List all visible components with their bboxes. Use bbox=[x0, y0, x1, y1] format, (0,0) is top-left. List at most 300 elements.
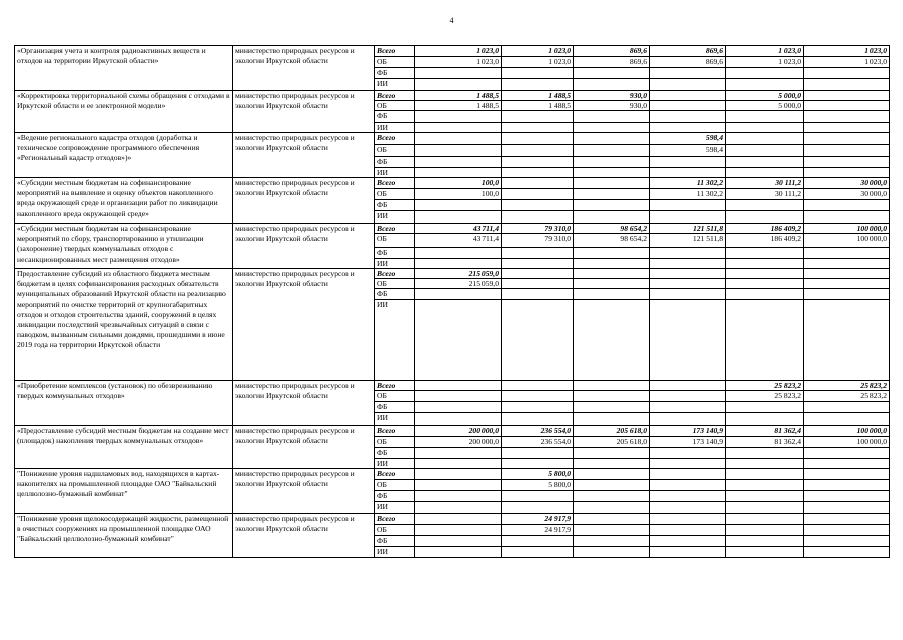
table-row bbox=[15, 46, 890, 57]
funding-source: ОБ bbox=[375, 391, 415, 402]
amount-cell bbox=[804, 168, 890, 178]
amount-cell: 1 023,0 bbox=[415, 57, 502, 68]
amount-cell: 5 000,0 bbox=[726, 91, 804, 101]
amount-cell bbox=[415, 168, 502, 178]
amount-cell: 24 917,9 bbox=[502, 514, 574, 525]
amount-cell: 100 000,0 bbox=[804, 234, 890, 248]
amount-cell bbox=[804, 448, 890, 459]
measure-description: «Корректировка территориальной схемы обращения с отходами в Иркутской области и ее электронной модели» bbox=[15, 91, 233, 133]
amount-cell bbox=[502, 145, 574, 157]
amount-cell bbox=[502, 111, 574, 123]
amount-cell bbox=[502, 189, 574, 200]
table-row bbox=[15, 469, 890, 480]
funding-source: ОБ bbox=[375, 525, 415, 536]
amount-cell bbox=[502, 547, 574, 558]
amount-cell bbox=[574, 123, 650, 133]
amount-cell bbox=[726, 157, 804, 168]
amount-cell bbox=[574, 111, 650, 123]
amount-cell bbox=[650, 469, 726, 480]
amount-cell: 1 488,5 bbox=[415, 91, 502, 101]
amount-cell bbox=[502, 211, 574, 224]
amount-cell bbox=[502, 459, 574, 469]
amount-cell bbox=[726, 133, 804, 145]
amount-cell bbox=[502, 391, 574, 402]
amount-cell: 100 000,0 bbox=[804, 437, 890, 448]
amount-cell: 30 000,0 bbox=[804, 189, 890, 200]
amount-cell: 173 140,9 bbox=[650, 437, 726, 448]
amount-cell: 205 618,0 bbox=[574, 437, 650, 448]
measure-description: "Понижение уровня щелокосодержащей жидкости, размещенной в очистных сооружениях на промышленной площадке ОАО "Байкальский целлюлозно-бумажный комбинат" bbox=[15, 514, 233, 558]
funding-source: Всего bbox=[375, 469, 415, 480]
amount-cell bbox=[650, 79, 726, 91]
amount-cell bbox=[574, 248, 650, 259]
funding-source: ИИ bbox=[375, 300, 415, 381]
amount-cell: 25 823,2 bbox=[726, 381, 804, 391]
amount-cell bbox=[415, 391, 502, 402]
amount-cell bbox=[804, 279, 890, 289]
amount-cell bbox=[804, 123, 890, 133]
amount-cell bbox=[574, 157, 650, 168]
amount-cell bbox=[804, 91, 890, 101]
amount-cell bbox=[502, 502, 574, 514]
measure-description: «Субсидии местным бюджетам на софинансирование мероприятий на выявление и оценку объектов накопленного вреда окружающей среде и организации работ по ликвидации накопленного вреда окружающей среде» bbox=[15, 178, 233, 224]
amount-cell: 1 023,0 bbox=[804, 57, 890, 68]
amount-cell bbox=[726, 514, 804, 525]
amount-cell bbox=[502, 168, 574, 178]
amount-cell bbox=[726, 168, 804, 178]
amount-cell bbox=[574, 525, 650, 536]
amount-cell bbox=[415, 259, 502, 269]
amount-cell bbox=[574, 211, 650, 224]
amount-cell bbox=[726, 402, 804, 413]
amount-cell bbox=[804, 269, 890, 279]
funding-source: Всего bbox=[375, 269, 415, 279]
amount-cell bbox=[574, 289, 650, 300]
amount-cell bbox=[574, 413, 650, 426]
amount-cell: 30 111,2 bbox=[726, 178, 804, 189]
amount-cell bbox=[574, 391, 650, 402]
amount-cell bbox=[804, 248, 890, 259]
amount-cell bbox=[804, 200, 890, 211]
funding-source: ФБ bbox=[375, 157, 415, 168]
amount-cell: 598,4 bbox=[650, 133, 726, 145]
amount-cell bbox=[804, 491, 890, 502]
amount-cell: 79 310,0 bbox=[502, 234, 574, 248]
funding-source: ФБ bbox=[375, 248, 415, 259]
amount-cell bbox=[502, 68, 574, 79]
amount-cell bbox=[804, 547, 890, 558]
amount-cell: 98 654,2 bbox=[574, 234, 650, 248]
amount-cell bbox=[804, 402, 890, 413]
amount-cell bbox=[726, 211, 804, 224]
amount-cell bbox=[804, 525, 890, 536]
amount-cell bbox=[650, 300, 726, 381]
amount-cell bbox=[650, 200, 726, 211]
amount-cell bbox=[650, 480, 726, 491]
amount-cell bbox=[415, 469, 502, 480]
amount-cell bbox=[804, 79, 890, 91]
amount-cell bbox=[650, 168, 726, 178]
funding-source: ОБ bbox=[375, 437, 415, 448]
amount-cell bbox=[502, 178, 574, 189]
amount-cell bbox=[415, 502, 502, 514]
amount-cell bbox=[502, 300, 574, 381]
amount-cell bbox=[415, 211, 502, 224]
amount-cell: 173 140,9 bbox=[650, 426, 726, 437]
amount-cell: 1 023,0 bbox=[415, 46, 502, 57]
amount-cell bbox=[804, 157, 890, 168]
table-row bbox=[15, 133, 890, 145]
amount-cell bbox=[650, 279, 726, 289]
amount-cell bbox=[804, 502, 890, 514]
amount-cell: 11 302,2 bbox=[650, 189, 726, 200]
amount-cell bbox=[415, 79, 502, 91]
amount-cell: 121 511,8 bbox=[650, 224, 726, 234]
funding-source: ФБ bbox=[375, 111, 415, 123]
responsible-organization: министерство природных ресурсов и экологии Иркутской области bbox=[233, 224, 375, 269]
amount-cell bbox=[502, 413, 574, 426]
amount-cell bbox=[574, 448, 650, 459]
amount-cell: 1 023,0 bbox=[502, 57, 574, 68]
amount-cell bbox=[415, 459, 502, 469]
amount-cell bbox=[415, 200, 502, 211]
amount-cell bbox=[574, 269, 650, 279]
amount-cell: 11 302,2 bbox=[650, 178, 726, 189]
funding-source: Всего bbox=[375, 381, 415, 391]
amount-cell: 100 000,0 bbox=[804, 224, 890, 234]
measure-description: «Субсидии местным бюджетам на софинансирование мероприятий по сбору, транспортированию и утилизации (захоронение) твердых коммунальных отходов с несанкционированных мест размещения отходов» bbox=[15, 224, 233, 269]
funding-source: Всего bbox=[375, 426, 415, 437]
responsible-organization: министерство природных ресурсов и экологии Иркутской области bbox=[233, 133, 375, 178]
amount-cell bbox=[415, 491, 502, 502]
amount-cell bbox=[804, 111, 890, 123]
responsible-organization: министерство природных ресурсов и экологии Иркутской области bbox=[233, 269, 375, 381]
amount-cell bbox=[574, 168, 650, 178]
amount-cell bbox=[650, 448, 726, 459]
amount-cell bbox=[726, 200, 804, 211]
responsible-organization: министерство природных ресурсов и экологии Иркутской области bbox=[233, 426, 375, 469]
table-row bbox=[15, 91, 890, 101]
funding-source: ФБ bbox=[375, 491, 415, 502]
amount-cell bbox=[415, 68, 502, 79]
amount-cell: 869,6 bbox=[650, 46, 726, 57]
amount-cell: 869,6 bbox=[574, 46, 650, 57]
amount-cell bbox=[574, 502, 650, 514]
amount-cell bbox=[726, 279, 804, 289]
responsible-organization: министерство природных ресурсов и экологии Иркутской области bbox=[233, 514, 375, 558]
amount-cell bbox=[804, 300, 890, 381]
funding-source: ФБ bbox=[375, 448, 415, 459]
funding-source: ИИ bbox=[375, 547, 415, 558]
amount-cell bbox=[650, 111, 726, 123]
funding-source: ФБ bbox=[375, 536, 415, 547]
funding-source: ИИ bbox=[375, 502, 415, 514]
amount-cell: 100 000,0 bbox=[804, 426, 890, 437]
amount-cell bbox=[804, 133, 890, 145]
table-row bbox=[15, 224, 890, 234]
amount-cell bbox=[574, 459, 650, 469]
funding-source: ИИ bbox=[375, 459, 415, 469]
amount-cell bbox=[726, 269, 804, 279]
amount-cell: 186 409,2 bbox=[726, 224, 804, 234]
amount-cell: 24 917,9 bbox=[502, 525, 574, 536]
funding-source: ФБ bbox=[375, 200, 415, 211]
amount-cell bbox=[726, 480, 804, 491]
amount-cell bbox=[726, 145, 804, 157]
amount-cell bbox=[502, 448, 574, 459]
amount-cell bbox=[650, 402, 726, 413]
amount-cell bbox=[574, 79, 650, 91]
amount-cell bbox=[804, 469, 890, 480]
amount-cell bbox=[650, 91, 726, 101]
amount-cell bbox=[415, 448, 502, 459]
responsible-organization: министерство природных ресурсов и экологии Иркутской области bbox=[233, 91, 375, 133]
amount-cell bbox=[726, 491, 804, 502]
funding-source: ФБ bbox=[375, 289, 415, 300]
amount-cell bbox=[415, 480, 502, 491]
responsible-organization: министерство природных ресурсов и экологии Иркутской области bbox=[233, 178, 375, 224]
amount-cell bbox=[574, 259, 650, 269]
amount-cell: 869,6 bbox=[650, 57, 726, 68]
amount-cell: 1 023,0 bbox=[726, 57, 804, 68]
measure-description: Предоставление субсидий из областного бюджета местным бюджетам в целях софинансирования расходных обязательств муниципальных образований Иркутской области на реализацию мероприятий по очистке территорий от крупногабаритных отходов и отходов строительства зданий, сооружений в целях ликвидации последствий чрезвычайных ситуаций в связи с паводком, вызванным сильными дождями, прошедшими в июне 2019 года на территории Иркутской области bbox=[15, 269, 233, 381]
amount-cell bbox=[804, 68, 890, 79]
amount-cell bbox=[804, 413, 890, 426]
amount-cell: 200 000,0 bbox=[415, 437, 502, 448]
table-row bbox=[15, 178, 890, 189]
amount-cell bbox=[415, 547, 502, 558]
amount-cell: 236 554,0 bbox=[502, 426, 574, 437]
amount-cell bbox=[502, 157, 574, 168]
amount-cell bbox=[574, 480, 650, 491]
amount-cell bbox=[502, 133, 574, 145]
amount-cell bbox=[502, 402, 574, 413]
responsible-organization: министерство природных ресурсов и экологии Иркутской области bbox=[233, 381, 375, 426]
amount-cell: 25 823,2 bbox=[726, 391, 804, 402]
amount-cell bbox=[415, 525, 502, 536]
budget-table bbox=[14, 45, 890, 558]
amount-cell: 930,0 bbox=[574, 91, 650, 101]
amount-cell bbox=[650, 289, 726, 300]
amount-cell bbox=[804, 514, 890, 525]
amount-cell bbox=[415, 289, 502, 300]
amount-cell bbox=[726, 413, 804, 426]
amount-cell: 215 059,0 bbox=[415, 279, 502, 289]
amount-cell bbox=[415, 111, 502, 123]
amount-cell: 236 554,0 bbox=[502, 437, 574, 448]
funding-source: Всего bbox=[375, 46, 415, 57]
amount-cell bbox=[415, 145, 502, 157]
amount-cell: 930,0 bbox=[574, 101, 650, 111]
responsible-organization: министерство природных ресурсов и экологии Иркутской области bbox=[233, 46, 375, 91]
amount-cell bbox=[574, 189, 650, 200]
amount-cell bbox=[726, 123, 804, 133]
amount-cell bbox=[726, 259, 804, 269]
amount-cell: 215 059,0 bbox=[415, 269, 502, 279]
amount-cell bbox=[804, 211, 890, 224]
amount-cell bbox=[650, 259, 726, 269]
amount-cell bbox=[574, 279, 650, 289]
amount-cell bbox=[650, 514, 726, 525]
amount-cell: 98 654,2 bbox=[574, 224, 650, 234]
amount-cell bbox=[804, 289, 890, 300]
amount-cell: 81 362,4 bbox=[726, 437, 804, 448]
amount-cell bbox=[502, 491, 574, 502]
amount-cell bbox=[726, 79, 804, 91]
amount-cell bbox=[650, 157, 726, 168]
funding-source: ОБ bbox=[375, 57, 415, 68]
amount-cell: 100,0 bbox=[415, 189, 502, 200]
amount-cell: 1 023,0 bbox=[726, 46, 804, 57]
amount-cell bbox=[804, 259, 890, 269]
amount-cell: 25 823,2 bbox=[804, 391, 890, 402]
amount-cell bbox=[650, 536, 726, 547]
amount-cell bbox=[650, 101, 726, 111]
amount-cell bbox=[415, 413, 502, 426]
amount-cell bbox=[726, 536, 804, 547]
funding-source: ИИ bbox=[375, 413, 415, 426]
amount-cell bbox=[650, 381, 726, 391]
amount-cell bbox=[574, 402, 650, 413]
measure-description: «Предоставление субсидий местным бюджетам на создание мест (площадок) накопления твердых коммунальных отходов» bbox=[15, 426, 233, 469]
table-body bbox=[15, 46, 890, 558]
amount-cell bbox=[650, 491, 726, 502]
table-row bbox=[15, 269, 890, 279]
amount-cell: 81 362,4 bbox=[726, 426, 804, 437]
amount-cell: 205 618,0 bbox=[574, 426, 650, 437]
amount-cell bbox=[726, 469, 804, 480]
funding-source: ИИ bbox=[375, 79, 415, 91]
amount-cell: 598,4 bbox=[650, 145, 726, 157]
funding-source: ОБ bbox=[375, 480, 415, 491]
amount-cell bbox=[726, 289, 804, 300]
amount-cell: 1 488,5 bbox=[502, 101, 574, 111]
amount-cell bbox=[650, 269, 726, 279]
funding-source: ФБ bbox=[375, 68, 415, 79]
amount-cell bbox=[415, 402, 502, 413]
amount-cell bbox=[574, 133, 650, 145]
funding-source: Всего bbox=[375, 91, 415, 101]
funding-source: Всего bbox=[375, 224, 415, 234]
amount-cell bbox=[804, 536, 890, 547]
responsible-organization: министерство природных ресурсов и экологии Иркутской области bbox=[233, 469, 375, 514]
amount-cell bbox=[650, 459, 726, 469]
amount-cell bbox=[415, 381, 502, 391]
amount-cell: 25 823,2 bbox=[804, 381, 890, 391]
amount-cell bbox=[502, 248, 574, 259]
amount-cell: 121 511,8 bbox=[650, 234, 726, 248]
amount-cell: 200 000,0 bbox=[415, 426, 502, 437]
amount-cell: 43 711,4 bbox=[415, 234, 502, 248]
amount-cell: 186 409,2 bbox=[726, 234, 804, 248]
amount-cell bbox=[804, 145, 890, 157]
amount-cell bbox=[650, 211, 726, 224]
amount-cell: 100,0 bbox=[415, 178, 502, 189]
amount-cell: 30 000,0 bbox=[804, 178, 890, 189]
amount-cell: 5 000,0 bbox=[726, 101, 804, 111]
funding-source: ИИ bbox=[375, 168, 415, 178]
amount-cell bbox=[415, 300, 502, 381]
amount-cell bbox=[650, 248, 726, 259]
amount-cell: 1 023,0 bbox=[804, 46, 890, 57]
amount-cell bbox=[502, 123, 574, 133]
amount-cell bbox=[415, 536, 502, 547]
amount-cell bbox=[650, 502, 726, 514]
amount-cell: 5 800,0 bbox=[502, 469, 574, 480]
funding-source: ОБ bbox=[375, 145, 415, 157]
amount-cell bbox=[574, 145, 650, 157]
amount-cell bbox=[726, 525, 804, 536]
amount-cell bbox=[502, 279, 574, 289]
measure-description: "Понижение уровня надшламовых вод, находящихся в картах-накопителях на промышленной площадке ОАО "Байкальский целлюлозно-бумажный комбинат" bbox=[15, 469, 233, 514]
funding-source: ФБ bbox=[375, 402, 415, 413]
funding-source: ИИ bbox=[375, 259, 415, 269]
funding-source: ИИ bbox=[375, 211, 415, 224]
amount-cell: 1 023,0 bbox=[502, 46, 574, 57]
amount-cell bbox=[415, 248, 502, 259]
amount-cell bbox=[574, 547, 650, 558]
amount-cell: 1 488,5 bbox=[415, 101, 502, 111]
amount-cell bbox=[574, 68, 650, 79]
funding-source: ОБ bbox=[375, 101, 415, 111]
funding-source: ОБ bbox=[375, 234, 415, 248]
amount-cell bbox=[574, 200, 650, 211]
amount-cell bbox=[502, 79, 574, 91]
funding-source: ОБ bbox=[375, 279, 415, 289]
table-row bbox=[15, 514, 890, 525]
amount-cell bbox=[574, 300, 650, 381]
amount-cell bbox=[650, 547, 726, 558]
amount-cell: 1 488,5 bbox=[502, 91, 574, 101]
amount-cell bbox=[415, 133, 502, 145]
amount-cell bbox=[574, 514, 650, 525]
funding-source: Всего bbox=[375, 514, 415, 525]
amount-cell bbox=[804, 459, 890, 469]
amount-cell bbox=[650, 413, 726, 426]
amount-cell bbox=[574, 491, 650, 502]
amount-cell: 30 111,2 bbox=[726, 189, 804, 200]
amount-cell bbox=[574, 381, 650, 391]
funding-source: ОБ bbox=[375, 189, 415, 200]
amount-cell bbox=[804, 101, 890, 111]
amount-cell bbox=[574, 469, 650, 480]
amount-cell bbox=[502, 259, 574, 269]
amount-cell: 5 800,0 bbox=[502, 480, 574, 491]
amount-cell bbox=[726, 111, 804, 123]
measure-description: «Приобретение комплексов (установок) по обезвреживанию твердых коммунальных отходов» bbox=[15, 381, 233, 426]
amount-cell bbox=[502, 536, 574, 547]
amount-cell bbox=[726, 459, 804, 469]
measure-description: «Организация учета и контроля радиоактивных веществ и отходов на территории Иркутской области» bbox=[15, 46, 233, 91]
amount-cell bbox=[650, 391, 726, 402]
amount-cell bbox=[804, 480, 890, 491]
amount-cell bbox=[726, 502, 804, 514]
amount-cell bbox=[650, 68, 726, 79]
amount-cell bbox=[650, 123, 726, 133]
funding-source: Всего bbox=[375, 178, 415, 189]
amount-cell bbox=[726, 547, 804, 558]
amount-cell bbox=[502, 269, 574, 279]
amount-cell bbox=[726, 248, 804, 259]
amount-cell bbox=[650, 525, 726, 536]
table-row bbox=[15, 381, 890, 391]
amount-cell bbox=[415, 123, 502, 133]
funding-source: ИИ bbox=[375, 123, 415, 133]
amount-cell bbox=[415, 514, 502, 525]
amount-cell bbox=[502, 200, 574, 211]
funding-source: Всего bbox=[375, 133, 415, 145]
amount-cell bbox=[726, 68, 804, 79]
